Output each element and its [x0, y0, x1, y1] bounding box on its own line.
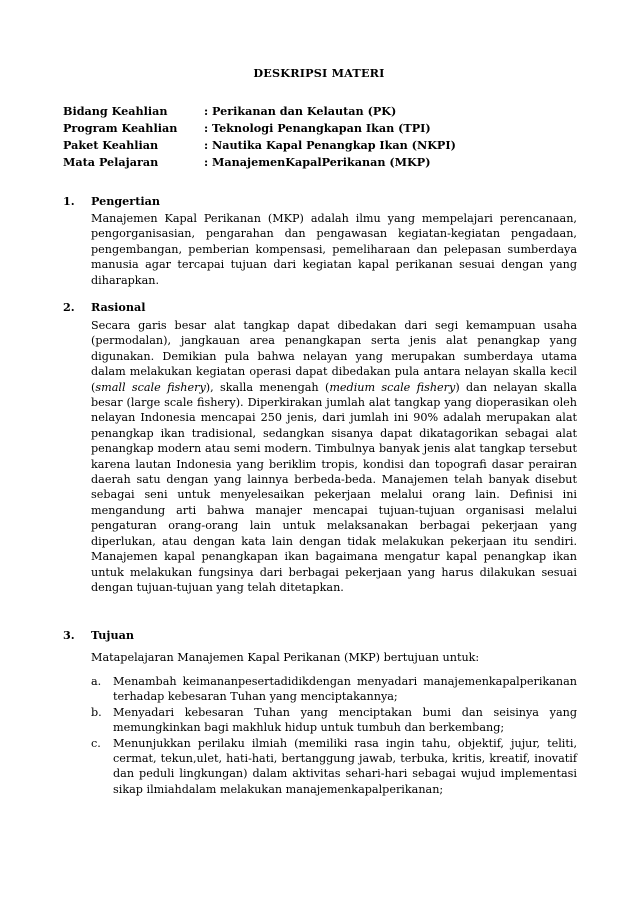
section-title: Tujuan: [91, 628, 134, 642]
rasional-text-part: Secara garis besar alat tangkap dapat dibedakan dari segi kemampuan usaha (permodalan), jangkauan area penangkapan serta jenis alat penangkap yang digunakan. Demikian pula bahwa nelayan yang merupakan sumberdaya utama dalam melakukan kegiatan operasi dapat dibedakan pula antara nelayan skalla kecil (: [91, 319, 577, 394]
list-item-text: Menunjukkan perilaku ilmiah (memiliki rasa ingin tahu, objektif, jujur, teliti, cermat, tekun,ulet, hati-hati, bertanggung jawab, terbuka, kritis, kreatif, inovatif dan peduli lingkungan) dalam aktivitas sehari-hari sebagai wujud implementasi sikap ilmiahdalam melakukan manajemenkapalperikanan;: [113, 736, 577, 796]
section-text-rasional: [91, 318, 577, 595]
section-number: 2.: [63, 300, 75, 314]
meta-row-program: [63, 121, 456, 138]
meta-value: : Perikanan dan Kelautan (PK): [204, 104, 397, 118]
list-item-text: Menambah keimananpesertadidikdengan menyadari manajemenkapalperikanan terhadap kebesaran Tuhan yang menciptakannya;: [113, 675, 577, 704]
tujuan-list: [91, 674, 577, 797]
meta-value: : ManajemenKapalPerikanan (MKP): [204, 155, 431, 169]
list-marker: a.: [91, 675, 102, 688]
meta-key: Mata Pelajaran: [63, 155, 159, 169]
meta-key: Paket Keahlian: [63, 138, 159, 152]
meta-row-mapel: [63, 155, 456, 172]
section-title: Rasional: [91, 300, 146, 314]
meta-key: Bidang Keahlian: [63, 104, 168, 118]
list-marker: c.: [91, 736, 101, 750]
meta-value: : Teknologi Penangkapan Ikan (TPI): [204, 121, 431, 135]
meta-row-bidang: [63, 104, 456, 121]
section-title: Pengertian: [91, 194, 160, 208]
rasional-italic-term: small scale fishery: [95, 380, 206, 394]
list-marker: b.: [91, 705, 102, 719]
list-item: [91, 705, 577, 736]
list-item: [91, 736, 577, 798]
document-title: DESKRIPSI MATERI: [253, 66, 385, 80]
section-number: 1.: [63, 194, 75, 208]
section-heading-rasional: [63, 300, 145, 314]
section-text-tujuan: Matapelajaran Manajemen Kapal Perikanan (MKP) bertujuan untuk:: [91, 651, 480, 664]
section-heading-pengertian: [63, 194, 160, 208]
section-text-pengertian: Manajemen Kapal Perikanan (MKP) adalah ilmu yang mempelajari perencanaan, pengorganisasian, pengarahan dan pengawasan kegiatan-kegiatan pengadaan, pengembangan, pemberian kompensasi, pemeliharaan dan pelepasan sumberdaya manusia agar tercapai tujuan dari kegiatan kapal perikanan sesuai dengan yang diharapkan.: [91, 212, 577, 287]
meta-value: : Nautika Kapal Penangkap Ikan (NKPI): [204, 138, 456, 152]
meta-row-paket: [63, 138, 456, 155]
rasional-text-part: ), skalla menengah (: [205, 380, 330, 394]
course-meta: [63, 104, 456, 172]
section-heading-tujuan: [63, 628, 134, 642]
meta-key: Program Keahlian: [63, 121, 178, 135]
list-item: [91, 674, 577, 705]
list-item-text: Menyadari kebesaran Tuhan yang menciptakan bumi dan seisinya yang memungkinkan bagi makhluk hidup untuk tumbuh dan berkembang;: [113, 705, 577, 735]
rasional-italic-term: medium scale fishery: [329, 380, 456, 394]
section-number: 3.: [63, 628, 75, 642]
rasional-text-part: ) dan nelayan skalla besar (large scale fishery). Diperkirakan jumlah alat tangkap yang dioperasikan oleh nelayan Indonesia mencapai 250 jenis, dari jumlah ini 90% adalah merupakan alat penangkap ikan tradisional, sedangkan sisanya dapat dikatagorikan sebagai alat penangkap modern atau semi modern. Timbulnya banyak jenis alat tangkap tersebut karena lautan Indonesia yang beriklim tropis, kondisi dan topografi dasar perairan daerah satu dengan yang lainnya berbeda-beda. Manajemen telah banyak disebut sebagai seni untuk menyelesaikan pekerjaan melalui orang lain. Definisi ini mengandung arti bahwa manajer mencapai tujuan-tujuan organisasi melalui pengaturan orang-orang lain untuk melaksanakan berbagai pekerjaan yang diperlukan, atau dengan kata lain dengan tidak melakukan pekerjaan itu sendiri. Manajemen kapal penangkapan ikan bagaimana mengatur kapal penangkap ikan untuk melakukan fungsinya dari berbagai pekerjaan yang harus dilakukan sesuai dengan tujuan-tujuan yang telah ditetapkan.: [91, 380, 577, 594]
